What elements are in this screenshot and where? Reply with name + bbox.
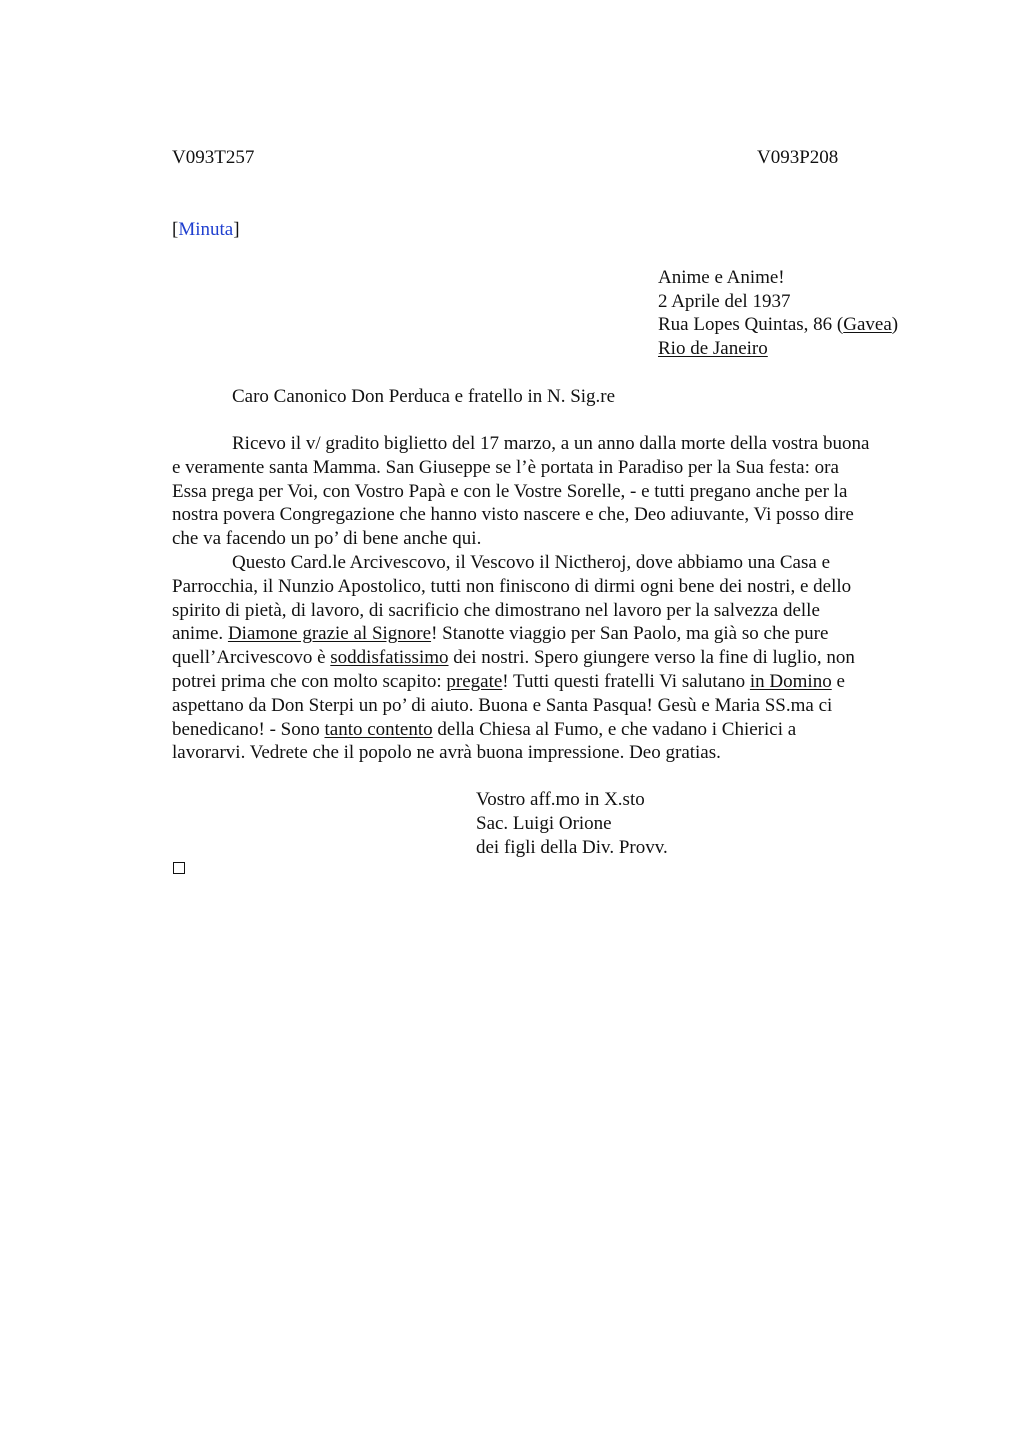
paragraph-2-line: anime. Diamone grazie al Signore! Stanotte viaggio per San Paolo, ma già so che pure bbox=[172, 623, 829, 645]
minuta-bracket-open: [ bbox=[172, 219, 179, 240]
paragraph-2-line: aspettano da Don Sterpi un po’ di aiuto. Buona e Santa Pasqua! Gesù e Maria SS.ma ci bbox=[172, 694, 833, 716]
minuta-label: Minuta bbox=[178, 219, 234, 240]
paragraph-1-line: e veramente santa Mamma. San Giuseppe se l’è portata in Paradiso per la Sua festa: ora bbox=[172, 456, 839, 478]
paragraph-1-line: Essa prega per Voi, con Vostro Papà e con le Vostre Sorelle, - e tutti pregano anche per la bbox=[172, 480, 848, 502]
address-line-1: Anime e Anime! bbox=[658, 267, 785, 288]
minuta-tag bbox=[172, 218, 240, 242]
underlined-phrase: tanto contento bbox=[324, 718, 433, 740]
signature-name: Sac. Luigi Orione bbox=[476, 813, 612, 834]
underlined-phrase: in Domino bbox=[749, 670, 832, 692]
paragraph-2-line: Parrocchia, il Nunzio Apostolico, tutti non finiscono di dirmi ogni bene dei nostri, e dello bbox=[172, 575, 852, 597]
paragraph-1-line: Ricevo il v/ gradito biglietto del 17 marzo, a un anno dalla morte della vostra buona bbox=[232, 433, 870, 454]
address-street: Rua Lopes Quintas, 86 (Gavea) bbox=[658, 314, 899, 335]
salutation: Caro Canonico Don Perduca e fratello in N. Sig.re bbox=[232, 386, 616, 407]
end-marker-square-icon bbox=[173, 862, 185, 874]
paragraph-1-line: nostra povera Congregazione che hanno visto nascere e che, Deo adiuvante, Vi posso dire bbox=[172, 504, 854, 526]
signature-closing: Vostro aff.mo in X.sto bbox=[476, 789, 645, 810]
letter-body bbox=[172, 432, 932, 765]
minuta-bracket-close: ] bbox=[233, 219, 240, 240]
paragraph-2-line: potrei prima che con molto scapito: pregate! Tutti questi fratelli Vi salutano in Domino e bbox=[172, 670, 845, 692]
paragraph-2-line: spirito di pietà, di lavoro, di sacrificio che dimostrano nel lavoro per la salvezza delle bbox=[172, 599, 820, 621]
paragraph-2-line: benedicano! - Sono tanto contento della Chiesa al Fumo, e che vadano i Chierici a bbox=[172, 718, 797, 740]
paragraph-2-line: quell’Arcivescovo è soddisfatissimo dei nostri. Spero giungere verso la fine di luglio, non bbox=[172, 647, 855, 669]
paragraph-2-line: Questo Card.le Arcivescovo, il Vescovo il Nictheroj, dove abbiamo una Casa e bbox=[232, 551, 830, 573]
paragraph-2-line: lavorarvi. Vedrete che il popolo ne avrà buona impressione. Deo gratias. bbox=[172, 742, 721, 764]
signature-congregation: dei figli della Div. Provv. bbox=[476, 837, 668, 858]
address-date: 2 Aprile del 1937 bbox=[658, 291, 791, 312]
underlined-phrase: Diamone grazie al Signore bbox=[227, 623, 432, 645]
underlined-phrase: pregate bbox=[446, 670, 503, 692]
document-code-left: V093T257 bbox=[172, 147, 255, 168]
document-code-right: V093P208 bbox=[757, 147, 839, 168]
underlined-phrase: soddisfatissimo bbox=[330, 647, 449, 669]
address-district: Gavea bbox=[843, 314, 892, 335]
paragraph-1-line: che va facendo un po’ di bene anche qui. bbox=[172, 528, 482, 550]
address-city: Rio de Janeiro bbox=[658, 338, 768, 359]
